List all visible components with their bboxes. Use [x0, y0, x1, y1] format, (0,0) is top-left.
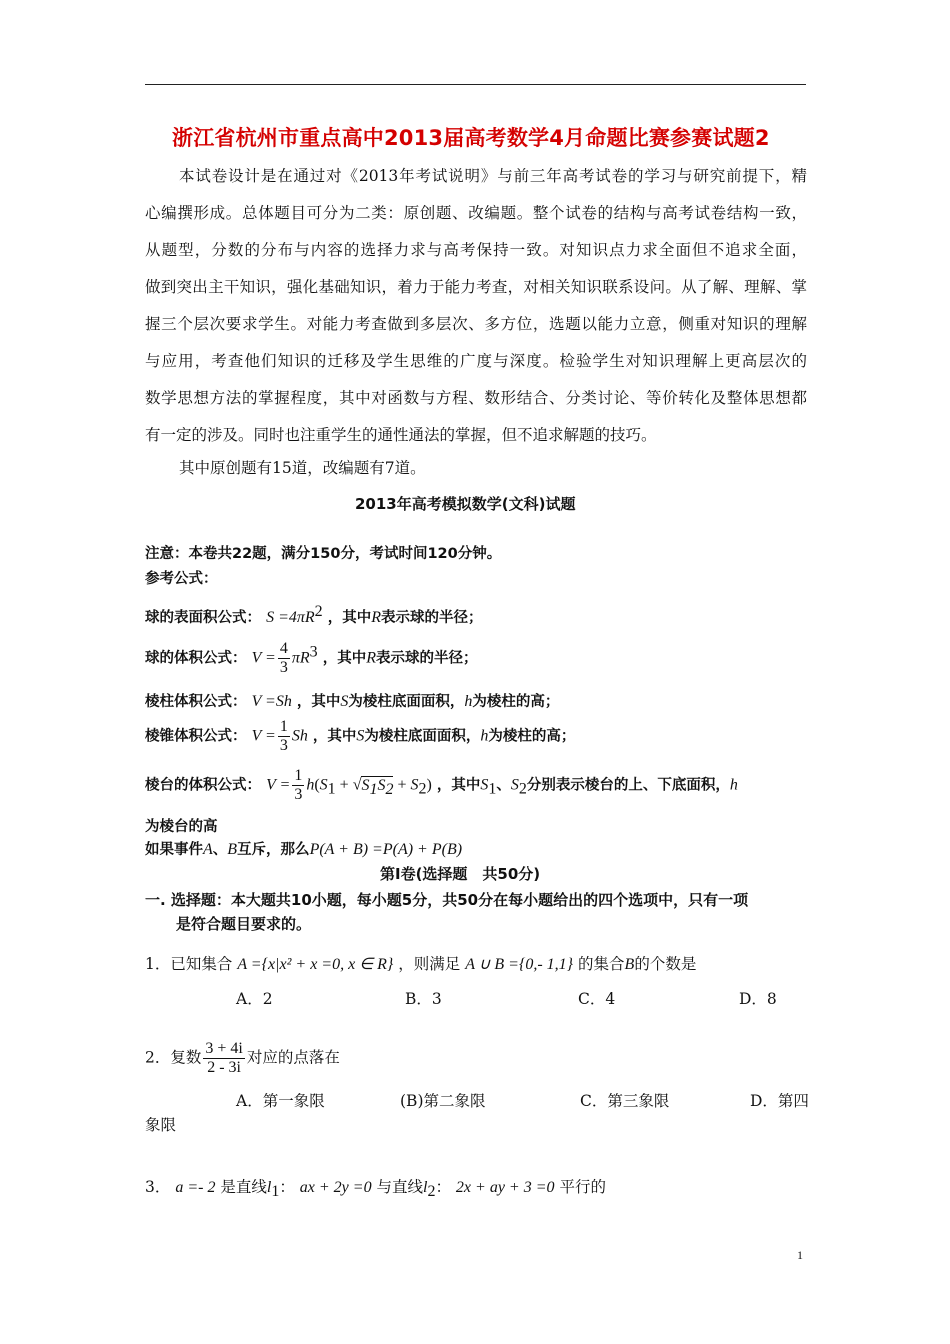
formula-label: 球的体积公式： [145, 650, 247, 667]
formula-note: 表示球的半径； [381, 609, 483, 626]
formula-note: ，其中 [312, 728, 357, 745]
stem-text: 平行的 [559, 1178, 606, 1196]
intro-paragraph [145, 158, 807, 454]
stem-text: 是直线 [220, 1178, 267, 1196]
question-2-option-c[interactable]: C．第三象限 [580, 1092, 670, 1110]
stem-text: 2．复数 [145, 1048, 202, 1067]
formula-note: 为棱柱底面面积， [348, 694, 465, 710]
formula-note: 为棱柱的高； [472, 694, 560, 710]
formula-note: ，其中 [436, 777, 481, 794]
formula-note: 分别表示棱台的上、下底面积， [526, 777, 730, 794]
formula-note: 为棱柱底面面积， [364, 728, 481, 745]
question-count-text: 其中原创题有15道，改编题有7道。 [179, 459, 426, 477]
question-1-option-c[interactable]: C．4 [578, 990, 616, 1008]
formula-note: 表示球的半径； [375, 650, 478, 667]
page-number: 1 [797, 1248, 803, 1262]
question-2-option-b[interactable]: (B)第二象限 [400, 1092, 486, 1110]
intro-line: 心编撰形成。总体题目可分为二类：原创题、改编题。整个试卷的结构与高考试卷结构一致， [145, 204, 807, 222]
intro-line: 与应用，考查他们知识的迁移及学生思维的广度与深度。检验学生对知识理解上更高层次的 [145, 352, 807, 370]
math-expression: A ={x|x² + x =0, x ∈ R} [237, 956, 394, 973]
section-description: 一. 选择题：本大题共10小题，每小题5分，共50分在每小题给出的四个选项中，只有一项 [145, 891, 749, 909]
header-rule [145, 84, 806, 85]
fraction-one-third: $\frac{1}{3}$ [294, 767, 303, 803]
formula-label: 球的表面积公式： [145, 609, 261, 626]
formula-pyramid-volume: 棱锥体积公式： V = $\frac{1}{3}$ Sh ，其中S为棱柱底面面积，h为棱柱的高； [145, 718, 576, 754]
fraction-denominator: 2 - 3i [207, 1059, 241, 1076]
formula-prism-volume: 棱柱体积公式： V =Sh ，其中S为棱柱底面面积，h为棱柱的高； [145, 693, 560, 710]
exam-title: 2013年高考模拟数学(文科)试题 [355, 495, 576, 513]
math-expression: ax + 2y =0 [299, 1179, 372, 1196]
stem-text: 对应的点落在 [246, 1048, 340, 1067]
section-title: 第Ⅰ卷(选择题 共50分) [380, 865, 541, 883]
formula-sphere-volume: 球的体积公式： V = $\frac{4}{3}$ $\pi R^3$ ，其中R表示球的半径； [145, 640, 478, 676]
formula-frustum-volume: 棱台的体积公式： V = $\frac{1}{3}$ $h(S_1 + √S_1S_2 + S_2)$ ，其中$S_1$、$S_2$分别表示棱台的上、下底面积，h [145, 767, 738, 803]
formula-expression: V =Sh [251, 693, 292, 710]
formula-note: ，其中 [322, 650, 367, 667]
formula-sphere-area: 球的表面积公式： $S =4\pi R^2$ ，其中R表示球的半径； [145, 603, 483, 626]
formula-note: ，其中 [296, 694, 341, 710]
question-1-option-b[interactable]: B．3 [405, 990, 442, 1008]
formula-label: 如果事件 [145, 842, 203, 858]
formula-expression: S =4πR [266, 608, 315, 626]
fraction-numerator: 3 + 4i [205, 1040, 243, 1057]
question-2-option-a[interactable]: A．第一象限 [236, 1092, 325, 1110]
section-description: 是符合题目要求的。 [176, 915, 312, 933]
formula-frustum-note: 为棱台的高 [145, 819, 218, 835]
fraction-four-thirds: $\frac{4}{3}$ [279, 640, 288, 676]
formula-label: 棱锥体积公式： [145, 728, 247, 745]
notice-text: 注意：本卷共22题，满分150分，考试时间120分钟。 [145, 546, 502, 562]
formula-label: 棱台的体积公式： [145, 777, 261, 794]
stem-text: 1．已知集合 [145, 955, 233, 973]
stem-text: 与直线 [376, 1178, 424, 1196]
question-2-option-d[interactable]: D．第四 [750, 1092, 809, 1110]
reference-label: 参考公式： [145, 571, 218, 587]
intro-line: 做到突出主干知识，强化基础知识，着力于能力考查，对相关知识联系设问。从了解、理解、掌 [145, 278, 807, 296]
question-1-stem: 1．已知集合 A ={x|x² + x =0, x ∈ R} ，则满足 A ∪ B ={0,- 1,1} 的集合B的个数是 [145, 955, 697, 973]
math-expression: 2x + ay + 3 =0 [455, 1179, 555, 1196]
formula-label: 棱柱体积公式： [145, 694, 247, 710]
question-1-option-a[interactable]: A．2 [236, 990, 273, 1008]
question-1-option-d[interactable]: D．8 [739, 990, 777, 1008]
formula-note: ，其中 [327, 609, 372, 626]
document-title: 浙江省杭州市重点高中2013届高考数学4月命题比赛参赛试题2 [172, 126, 770, 150]
intro-line: 握三个层次要求学生。对能力考查做到多层次、多方位，选题以能力立意，侧重对知识的理解 [145, 315, 807, 333]
formula-note: 互斥，那么 [237, 842, 310, 858]
stem-text: 3． [145, 1178, 171, 1196]
formula-note: 为棱柱的高； [488, 728, 576, 745]
question-2-stem [145, 1040, 340, 1077]
question-3-stem: 3． a =- 2 是直线$l_1$： ax + 2y =0 与直线$l_2$： 2x + ay + 3 =0 平行的 [145, 1178, 606, 1201]
question-2-option-d-wrap: 象限 [145, 1116, 177, 1134]
formula-events: 如果事件A、B互斥，那么P(A + B) =P(A) + P(B) [145, 841, 463, 858]
intro-line: 本试卷设计是在通过对《2013年考试说明》与前三年高考试卷的学习与研究前提下，精 [179, 167, 807, 185]
stem-text: 的集合 [578, 955, 625, 973]
complex-fraction [203, 1040, 244, 1077]
intro-line: 从题型，分数的分布与内容的选择力求与高考保持一致。对知识点力求全面但不追求全面， [145, 241, 807, 259]
formula-expression: P(A + B) =P(A) + P(B) [309, 841, 463, 858]
math-expression: a =- 2 [175, 1179, 216, 1196]
stem-text: 的个数是 [634, 955, 697, 973]
math-expression: A ∪ B ={0,- 1,1} [465, 956, 574, 973]
fraction-one-third: $\frac{1}{3}$ [279, 718, 288, 754]
intro-line: 数学思想方法的掌握程度，其中对函数与方程、数形结合、分类讨论、等价转化及整体思想都 [145, 389, 807, 407]
intro-line: 有一定的涉及。同时也注重学生的通性通法的掌握，但不追求解题的技巧。 [145, 426, 657, 444]
stem-text: ，则满足 [398, 955, 461, 973]
